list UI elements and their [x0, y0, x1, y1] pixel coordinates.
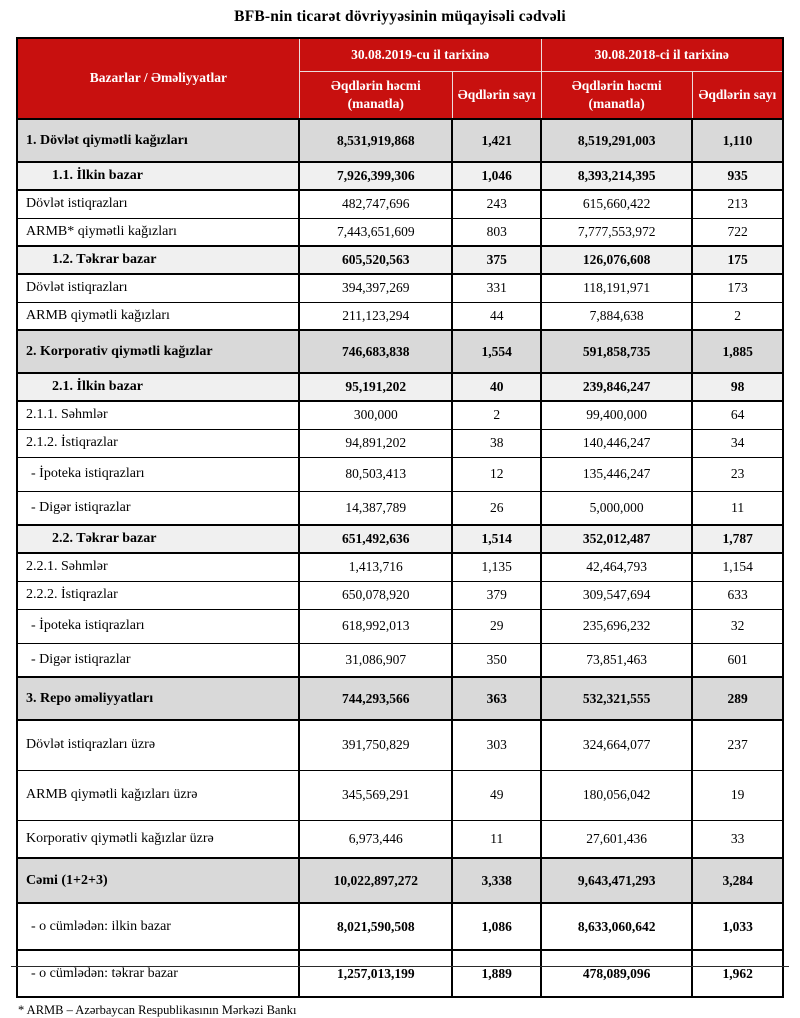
row-value: 12	[452, 457, 541, 491]
table-row	[17, 677, 783, 720]
table-row	[17, 903, 783, 950]
row-label: - o cümlədən: ilkin bazar	[17, 903, 299, 950]
row-value: 14,387,789	[299, 491, 452, 525]
row-value: 2	[452, 401, 541, 429]
subheader-volume-2018: Əqdlərin həcmi (manatla)	[541, 71, 692, 119]
row-value: 32	[692, 609, 783, 643]
row-value: 73,851,463	[541, 643, 692, 677]
row-value: 235,696,232	[541, 609, 692, 643]
row-label: - o cümlədən: təkrar bazar	[17, 950, 299, 997]
row-label: 1. Dövlət qiymətli kağızları	[17, 119, 299, 162]
row-value: 651,492,636	[299, 525, 452, 553]
row-label: - Digər istiqrazlar	[17, 491, 299, 525]
row-value: 80,503,413	[299, 457, 452, 491]
row-label: Cəmi (1+2+3)	[17, 858, 299, 903]
column-group-2019: 30.08.2019-cu il tarixinə	[299, 38, 541, 71]
table-row	[17, 581, 783, 609]
row-value: 23	[692, 457, 783, 491]
row-value: 300,000	[299, 401, 452, 429]
row-label: 2.1.2. İstiqrazlar	[17, 429, 299, 457]
row-label: 2.1. İlkin bazar	[17, 373, 299, 401]
table-row	[17, 609, 783, 643]
row-value: 9,643,471,293	[541, 858, 692, 903]
row-label: 2.2.1. Səhmlər	[17, 553, 299, 581]
row-value: 8,531,919,868	[299, 119, 452, 162]
table-row	[17, 858, 783, 903]
page-title: BFB-nin ticarət dövriyyəsinin müqayisəli cədvəli	[234, 8, 566, 25]
row-value: 352,012,487	[541, 525, 692, 553]
row-value: 478,089,096	[541, 950, 692, 997]
subheader-volume-2019: Əqdlərin həcmi (manatla)	[299, 71, 452, 119]
row-value: 618,992,013	[299, 609, 452, 643]
table-row	[17, 553, 783, 581]
row-value: 379	[452, 581, 541, 609]
row-value: 213	[692, 190, 783, 218]
footnote: * ARMB – Azərbaycan Respublikasının Mərkəzi Bankı	[18, 1003, 297, 1017]
row-label: 1.2. Təkrar bazar	[17, 246, 299, 274]
row-value: 1,086	[452, 903, 541, 950]
row-value: 935	[692, 162, 783, 190]
row-label: - İpoteka istiqrazları	[17, 457, 299, 491]
row-value: 1,787	[692, 525, 783, 553]
row-value: 633	[692, 581, 783, 609]
row-value: 1,110	[692, 119, 783, 162]
table-row	[17, 770, 783, 820]
row-value: 44	[452, 302, 541, 330]
row-value: 19	[692, 770, 783, 820]
row-value: 303	[452, 720, 541, 770]
row-label: ARMB* qiymətli kağızları	[17, 218, 299, 246]
row-value: 331	[452, 274, 541, 302]
row-label: 2. Korporativ qiymətli kağızlar	[17, 330, 299, 373]
row-label: - İpoteka istiqrazları	[17, 609, 299, 643]
subheader-count-2018: Əqdlərin sayı	[692, 71, 783, 119]
row-value: 11	[452, 820, 541, 858]
table-row	[17, 491, 783, 525]
row-value: 40	[452, 373, 541, 401]
row-value: 1,033	[692, 903, 783, 950]
row-value: 211,123,294	[299, 302, 452, 330]
row-value: 803	[452, 218, 541, 246]
row-value: 1,046	[452, 162, 541, 190]
row-value: 289	[692, 677, 783, 720]
row-value: 7,884,638	[541, 302, 692, 330]
row-label: 3. Repo əməliyyatları	[17, 677, 299, 720]
row-value: 1,962	[692, 950, 783, 997]
row-value: 49	[452, 770, 541, 820]
row-value: 7,777,553,972	[541, 218, 692, 246]
table-header	[17, 38, 783, 119]
row-value: 34	[692, 429, 783, 457]
row-value: 42,464,793	[541, 553, 692, 581]
row-value: 345,569,291	[299, 770, 452, 820]
row-value: 2	[692, 302, 783, 330]
row-value: 11	[692, 491, 783, 525]
row-value: 1,154	[692, 553, 783, 581]
row-value: 5,000,000	[541, 491, 692, 525]
row-value: 3,284	[692, 858, 783, 903]
row-value: 1,885	[692, 330, 783, 373]
row-value: 7,443,651,609	[299, 218, 452, 246]
row-value: 615,660,422	[541, 190, 692, 218]
table-row	[17, 246, 783, 274]
row-label: 2.2.2. İstiqrazlar	[17, 581, 299, 609]
table-row	[17, 218, 783, 246]
row-value: 94,891,202	[299, 429, 452, 457]
row-label: 1.1. İlkin bazar	[17, 162, 299, 190]
row-value: 722	[692, 218, 783, 246]
table-row	[17, 401, 783, 429]
row-value: 1,421	[452, 119, 541, 162]
row-value: 38	[452, 429, 541, 457]
row-label: Korporativ qiymətli kağızlar üzrə	[17, 820, 299, 858]
row-value: 95,191,202	[299, 373, 452, 401]
column-group-2018: 30.08.2018-ci il tarixinə	[541, 38, 783, 71]
row-value: 99,400,000	[541, 401, 692, 429]
row-value: 175	[692, 246, 783, 274]
row-value: 135,446,247	[541, 457, 692, 491]
row-value: 8,021,590,508	[299, 903, 452, 950]
row-value: 7,926,399,306	[299, 162, 452, 190]
row-value: 375	[452, 246, 541, 274]
row-value: 64	[692, 401, 783, 429]
page-bottom-rule	[11, 966, 789, 967]
row-label: 2.1.1. Səhmlər	[17, 401, 299, 429]
table-row	[17, 330, 783, 373]
row-label: Dövlət istiqrazları	[17, 274, 299, 302]
row-value: 746,683,838	[299, 330, 452, 373]
table-row	[17, 190, 783, 218]
row-value: 1,135	[452, 553, 541, 581]
row-value: 394,397,269	[299, 274, 452, 302]
row-value: 29	[452, 609, 541, 643]
table-row	[17, 302, 783, 330]
row-label: - Digər istiqrazlar	[17, 643, 299, 677]
table-row	[17, 525, 783, 553]
row-value: 591,858,735	[541, 330, 692, 373]
row-label: Dövlət istiqrazları üzrə	[17, 720, 299, 770]
row-value: 31,086,907	[299, 643, 452, 677]
row-value: 6,973,446	[299, 820, 452, 858]
corner-header: Bazarlar / Əməliyyatlar	[17, 38, 299, 119]
row-value: 243	[452, 190, 541, 218]
row-value: 3,338	[452, 858, 541, 903]
row-value: 324,664,077	[541, 720, 692, 770]
row-value: 744,293,566	[299, 677, 452, 720]
row-value: 650,078,920	[299, 581, 452, 609]
table-row	[17, 720, 783, 770]
table-row	[17, 457, 783, 491]
row-value: 118,191,971	[541, 274, 692, 302]
subheader-count-2019: Əqdlərin sayı	[452, 71, 541, 119]
row-value: 1,257,013,199	[299, 950, 452, 997]
row-value: 1,413,716	[299, 553, 452, 581]
row-label: Dövlət istiqrazları	[17, 190, 299, 218]
row-value: 180,056,042	[541, 770, 692, 820]
row-value: 237	[692, 720, 783, 770]
row-value: 8,393,214,395	[541, 162, 692, 190]
row-value: 1,514	[452, 525, 541, 553]
row-value: 8,633,060,642	[541, 903, 692, 950]
table-row	[17, 373, 783, 401]
row-value: 601	[692, 643, 783, 677]
row-value: 1,554	[452, 330, 541, 373]
row-value: 8,519,291,003	[541, 119, 692, 162]
row-value: 350	[452, 643, 541, 677]
row-value: 391,750,829	[299, 720, 452, 770]
row-value: 10,022,897,272	[299, 858, 452, 903]
table-row	[17, 643, 783, 677]
table-row	[17, 820, 783, 858]
header-row-groups	[17, 38, 783, 71]
row-value: 98	[692, 373, 783, 401]
row-value: 33	[692, 820, 783, 858]
row-value: 482,747,696	[299, 190, 452, 218]
row-value: 26	[452, 491, 541, 525]
row-value: 173	[692, 274, 783, 302]
row-value: 239,846,247	[541, 373, 692, 401]
table-row	[17, 429, 783, 457]
comparison-table	[16, 37, 784, 998]
row-label: ARMB qiymətli kağızları	[17, 302, 299, 330]
table-row	[17, 162, 783, 190]
row-value: 532,321,555	[541, 677, 692, 720]
row-value: 27,601,436	[541, 820, 692, 858]
table-row	[17, 274, 783, 302]
row-value: 363	[452, 677, 541, 720]
table-body	[17, 119, 783, 997]
table-row	[17, 119, 783, 162]
row-label: ARMB qiymətli kağızları üzrə	[17, 770, 299, 820]
row-value: 126,076,608	[541, 246, 692, 274]
row-value: 140,446,247	[541, 429, 692, 457]
row-value: 1,889	[452, 950, 541, 997]
row-value: 309,547,694	[541, 581, 692, 609]
row-label: 2.2. Təkrar bazar	[17, 525, 299, 553]
row-value: 605,520,563	[299, 246, 452, 274]
table-row	[17, 950, 783, 997]
